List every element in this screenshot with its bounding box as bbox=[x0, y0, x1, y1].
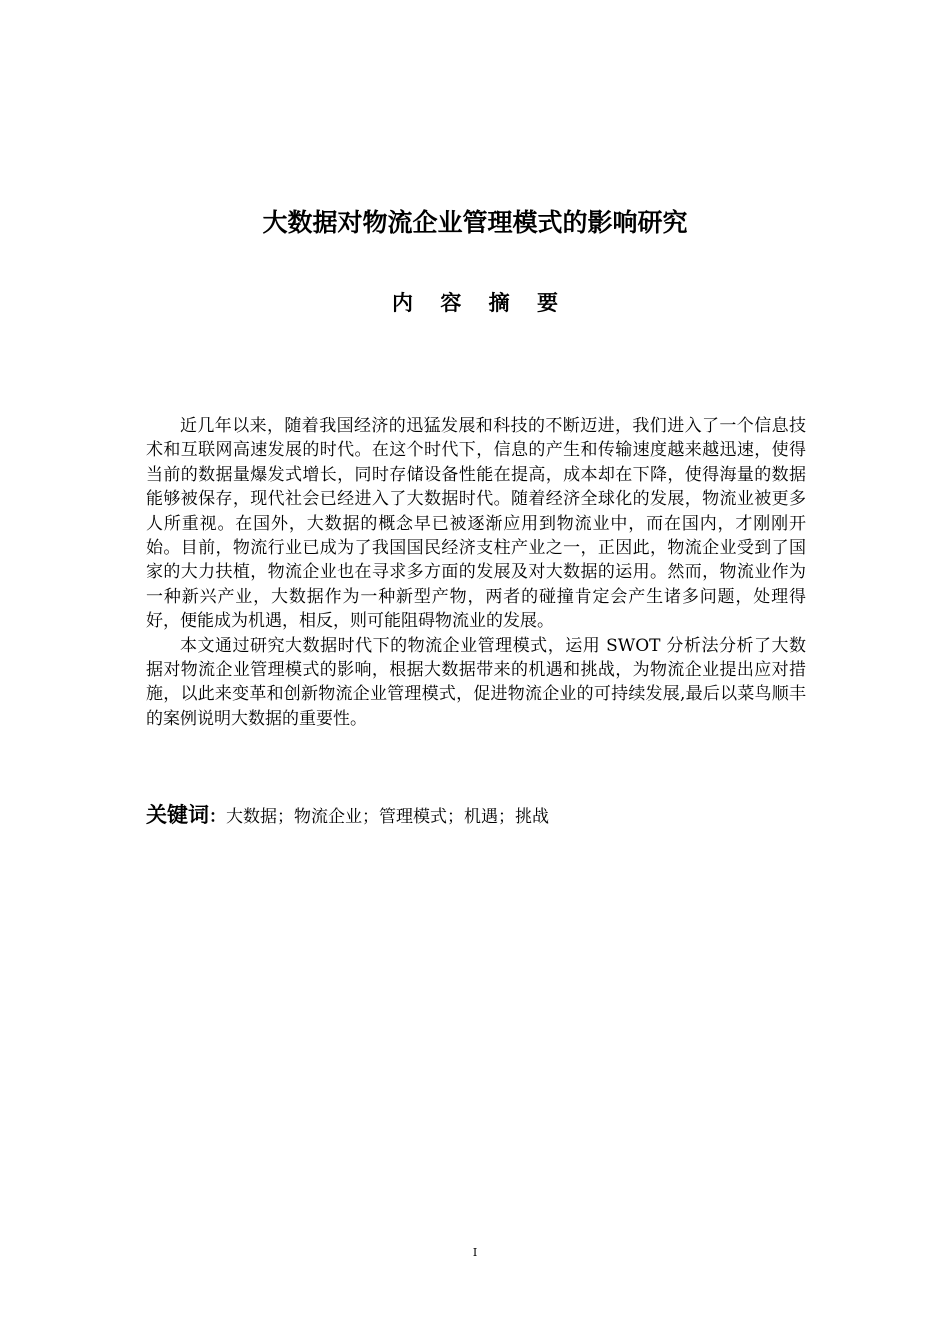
keywords-separator: ： bbox=[209, 807, 226, 827]
abstract-paragraph: 近几年以来，随着我国经济的迅猛发展和科技的不断迈进，我们进入了一个信息技术和互联网高速发展的时代。在这个时代下，信息的产生和传输速度越来越迅速，使得当前的数据量爆发式增长，同时存储设备性能在提高，成本却在下降，使得海量的数据能够被保存，现代社会已经进入了大数据时代。随着经济全球化的发展，物流业被更多人所重视。在国外，大数据的概念早已被逐渐应用到物流业中，而在国内，才刚刚开始。目前，物流行业已成为了我国国民经济支柱产业之一，正因此，物流企业受到了国家的大力扶植，物流企业也在寻求多方面的发展及对大数据的运用。然而，物流业作为一种新兴产业，大数据作为一种新型产物，两者的碰撞肯定会产生诸多问题，处理得好，便能成为机遇，相反，则可能阻碍物流业的发展。 bbox=[146, 416, 806, 632]
keywords-label: 关键词 bbox=[146, 803, 209, 827]
keywords-line bbox=[146, 800, 806, 832]
paper-title: 大数据对物流企业管理模式的影响研究 bbox=[262, 208, 688, 237]
keywords-list: 大数据；物流企业；管理模式；机遇；挑战 bbox=[226, 807, 549, 827]
page-number: I bbox=[472, 1246, 478, 1259]
abstract-heading: 内 容 摘 要 bbox=[392, 291, 568, 315]
abstract-paragraph: 本文通过研究大数据时代下的物流企业管理模式，运用 SWOT 分析法分析了大数据对物流企业管理模式的影响，根据大数据带来的机遇和挑战，为物流企业提出应对措施，以此来变革和创新物流企业管理模式，促进物流企业的可持续发展,最后以菜鸟顺丰的案例说明大数据的重要性。 bbox=[146, 635, 806, 729]
abstract-body bbox=[146, 414, 806, 731]
